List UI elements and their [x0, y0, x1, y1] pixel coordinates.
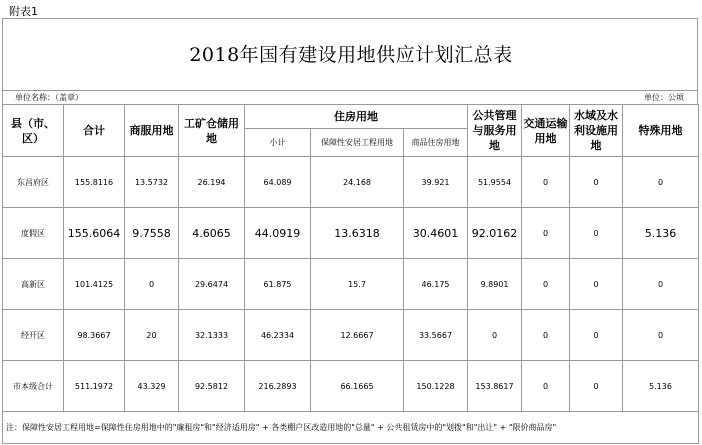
- cell-industrial: 92.5812: [179, 361, 245, 412]
- cell-industrial: 32.1333: [179, 310, 245, 361]
- cell-res-subtotal: 216.2893: [245, 361, 311, 412]
- cell-transport: 0: [522, 310, 570, 361]
- unit-row: [2, 90, 698, 104]
- cell-commercial: 9.7558: [125, 208, 179, 259]
- cell-public: 9.8901: [468, 259, 522, 310]
- cell-res-commodity: 33.5667: [404, 310, 468, 361]
- header-res-subtotal: 小计: [245, 129, 311, 157]
- cell-transport: 0: [522, 208, 570, 259]
- cell-water: 0: [570, 259, 623, 310]
- cell-res-subtotal: 44.0919: [245, 208, 311, 259]
- header-special: 特殊用地: [623, 105, 699, 157]
- cell-commercial: 0: [125, 259, 179, 310]
- header-res-affordable: 保障性安居工程用地: [311, 129, 404, 157]
- cell-industrial: 26.194: [179, 157, 245, 208]
- cell-special: 0: [623, 259, 699, 310]
- cell-res-affordable: 24.168: [311, 157, 404, 208]
- cell-total: 511.1972: [64, 361, 125, 412]
- cell-res-affordable: 13.6318: [311, 208, 404, 259]
- footnote: 注：保障性安居工程用地=保障性住房用地中的"廉租房"和"经济适用房" + 各类棚户区改造用地的"总量" + 公共租赁房中的"划拨"和"出让" + "限价商品房": [3, 412, 699, 444]
- row-name: 度假区: [3, 208, 64, 259]
- table-row: [3, 157, 699, 208]
- cell-water: 0: [570, 208, 623, 259]
- cell-transport: 0: [522, 157, 570, 208]
- cell-res-subtotal: 64.089: [245, 157, 311, 208]
- cell-res-commodity: 46.175: [404, 259, 468, 310]
- cell-special: 5.136: [623, 361, 699, 412]
- row-name: 高新区: [3, 259, 64, 310]
- cell-water: 0: [570, 310, 623, 361]
- header-res-commodity: 商品住房用地: [404, 129, 468, 157]
- cell-res-commodity: 150.1228: [404, 361, 468, 412]
- cell-public: 51.9554: [468, 157, 522, 208]
- cell-water: 0: [570, 361, 623, 412]
- cell-commercial: 13.5732: [125, 157, 179, 208]
- cell-water: 0: [570, 157, 623, 208]
- cell-res-commodity: 30.4601: [404, 208, 468, 259]
- row-name: 市本级合计: [3, 361, 64, 412]
- cell-res-subtotal: 61.875: [245, 259, 311, 310]
- header-total: 合计: [64, 105, 125, 157]
- supply-plan-table: [2, 104, 699, 444]
- row-name: 东昌府区: [3, 157, 64, 208]
- cell-res-affordable: 12.6667: [311, 310, 404, 361]
- table-row: [3, 310, 699, 361]
- table-title: 2018年国有建设用地供应计划汇总表: [189, 44, 513, 66]
- cell-special: 0: [623, 157, 699, 208]
- cell-industrial: 4.6065: [179, 208, 245, 259]
- cell-public: 153.8617: [468, 361, 522, 412]
- header-residential: 住房用地: [245, 105, 468, 129]
- table-row: [3, 208, 699, 259]
- unit-name-label: 单位名称：（盖章）: [15, 93, 83, 102]
- attachment-label: 附表1: [9, 5, 38, 18]
- table-row-total: [3, 361, 699, 412]
- cell-commercial: 43.329: [125, 361, 179, 412]
- cell-transport: 0: [522, 259, 570, 310]
- header-water: 水域及水利设施用地: [570, 105, 623, 157]
- cell-res-commodity: 39.921: [404, 157, 468, 208]
- unit-label: 单位：公顷: [644, 93, 684, 102]
- header-county: 县（市、区）: [3, 105, 64, 157]
- cell-res-affordable: 66.1665: [311, 361, 404, 412]
- cell-res-affordable: 15.7: [311, 259, 404, 310]
- cell-public: 0: [468, 310, 522, 361]
- cell-special: 5.136: [623, 208, 699, 259]
- header-commercial: 商服用地: [125, 105, 179, 157]
- cell-transport: 0: [522, 361, 570, 412]
- cell-public: 92.0162: [468, 208, 522, 259]
- cell-industrial: 29.6474: [179, 259, 245, 310]
- cell-total: 155.6064: [64, 208, 125, 259]
- cell-res-subtotal: 46.2334: [245, 310, 311, 361]
- header-transport: 交通运输用地: [522, 105, 570, 157]
- cell-total: 155.8116: [64, 157, 125, 208]
- header-industrial: 工矿仓储用地: [179, 105, 245, 157]
- header-public: 公共管理与服务用地: [468, 105, 522, 157]
- cell-special: 0: [623, 310, 699, 361]
- cell-total: 101.4125: [64, 259, 125, 310]
- table-row: [3, 259, 699, 310]
- row-name: 经开区: [3, 310, 64, 361]
- cell-total: 98.3667: [64, 310, 125, 361]
- cell-commercial: 20: [125, 310, 179, 361]
